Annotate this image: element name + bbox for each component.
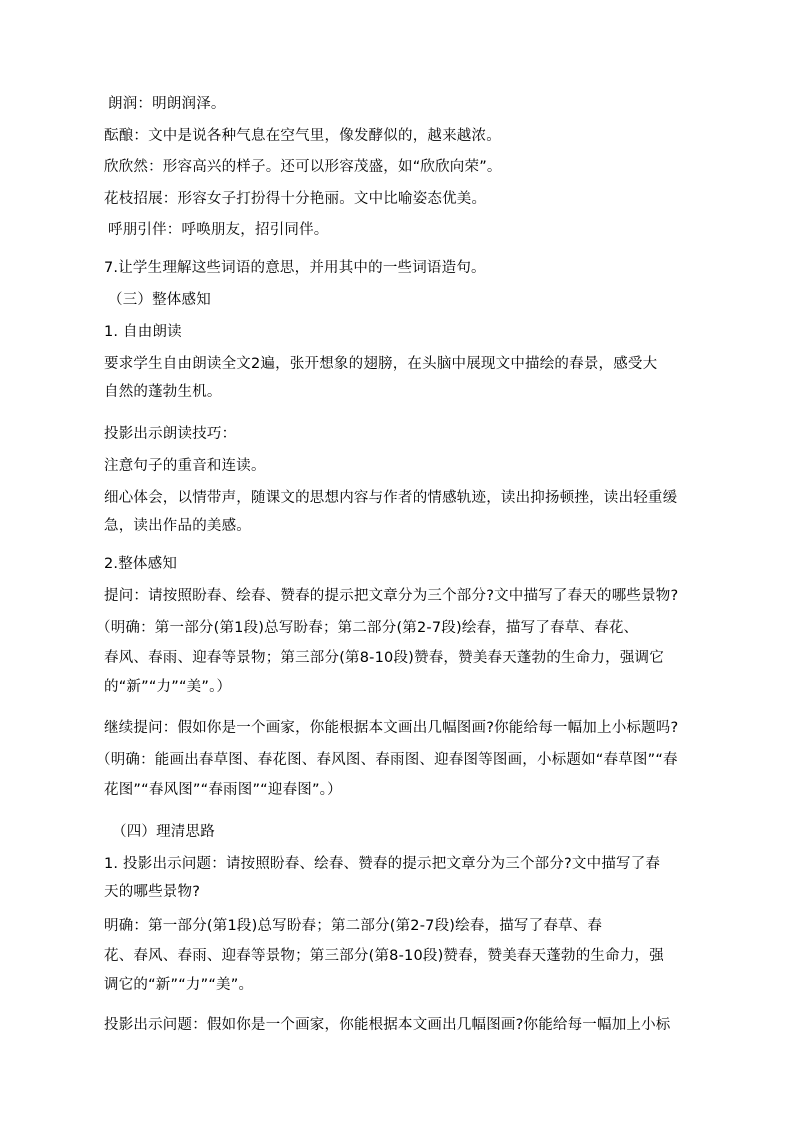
paragraph-line: 明确：第一部分(第1段)总写盼春；第二部分(第2-7段)绘春，描写了春草、春 xyxy=(104,918,603,934)
paragraph-line: 花枝招展：形容女子打扮得十分艳丽。文中比喻姿态优美。 xyxy=(104,191,487,207)
subheading: 1. 自由朗读 xyxy=(104,324,182,340)
paragraph-line: 调它的“新”“力”“美”。 xyxy=(104,977,254,993)
paragraph-line: 要求学生自由朗读全文2遍，张开想象的翅膀，在头脑中展现文中描绘的春景，感受大 xyxy=(104,356,658,372)
subheading: 2.整体感知 xyxy=(104,556,178,572)
paragraph-line: （明确：第一部分(第1段)总写盼春；第二部分(第2-7段)绘春，描写了春草、春花、 xyxy=(96,620,639,636)
paragraph-line: 7.让学生理解这些词语的意思，并用其中的一些词语造句。 xyxy=(104,260,486,276)
section-heading: （三）整体感知 xyxy=(108,292,211,308)
paragraph-line: 提问：请按照盼春、绘春、赞春的提示把文章分为三个部分?文中描写了春天的哪些景物? xyxy=(104,588,679,604)
paragraph-line: 酝酿：文中是说各种气息在空气里，像发酵似的，越来越浓。 xyxy=(104,128,501,144)
paragraph-line: 春风、春雨、迎春等景物；第三部分(第8-10段)赞春，赞美春天蓬勃的生命力，强调它 xyxy=(104,650,664,666)
paragraph-line: 投影出示问题：假如你是一个画家，你能根据本文画出几幅图画?你能给每一幅加上小标 xyxy=(104,1017,671,1033)
paragraph-line: 天的哪些景物? xyxy=(104,884,201,900)
paragraph-line: 投影出示朗读技巧： xyxy=(104,426,237,442)
paragraph-line: 继续提问：假如你是一个画家，你能根据本文画出几幅图画?你能给每一幅加上小标题吗? xyxy=(104,720,679,736)
paragraph-line: 的“新”“力”“美”。） xyxy=(104,679,232,695)
paragraph-line: 1. 投影出示问题：请按照盼春、绘春、赞春的提示把文章分为三个部分?文中描写了春 xyxy=(104,856,661,872)
paragraph-line: 呼朋引伴：呼唤朋友，招引同伴。 xyxy=(108,222,329,238)
paragraph-line: 欣欣然：形容高兴的样子。还可以形容茂盛，如“欣欣向荣”。 xyxy=(104,159,502,175)
paragraph-line: （明确：能画出春草图、春花图、春风图、春雨图、迎春图等图画，小标题如“春草图”“春 xyxy=(96,752,678,768)
paragraph-line: 花图”“春风图”“春雨图”“迎春图”。） xyxy=(104,782,342,798)
paragraph-line: 自然的蓬勃生机。 xyxy=(104,384,222,400)
paragraph-line: 朗润：明朗润泽。 xyxy=(108,96,226,112)
paragraph-line: 急，读出作品的美感。 xyxy=(104,518,251,534)
paragraph-line: 细心体会，以情带声，随课文的思想内容与作者的情感轨迹，读出抑扬顿挫，读出轻重缓 xyxy=(104,490,678,506)
paragraph-line: 注意句子的重音和连读。 xyxy=(104,458,266,474)
paragraph-line: 花、春风、春雨、迎春等景物；第三部分(第8-10段)赞春，赞美春天蓬勃的生命力，强 xyxy=(104,948,664,964)
section-heading: （四）理清思路 xyxy=(112,824,215,840)
